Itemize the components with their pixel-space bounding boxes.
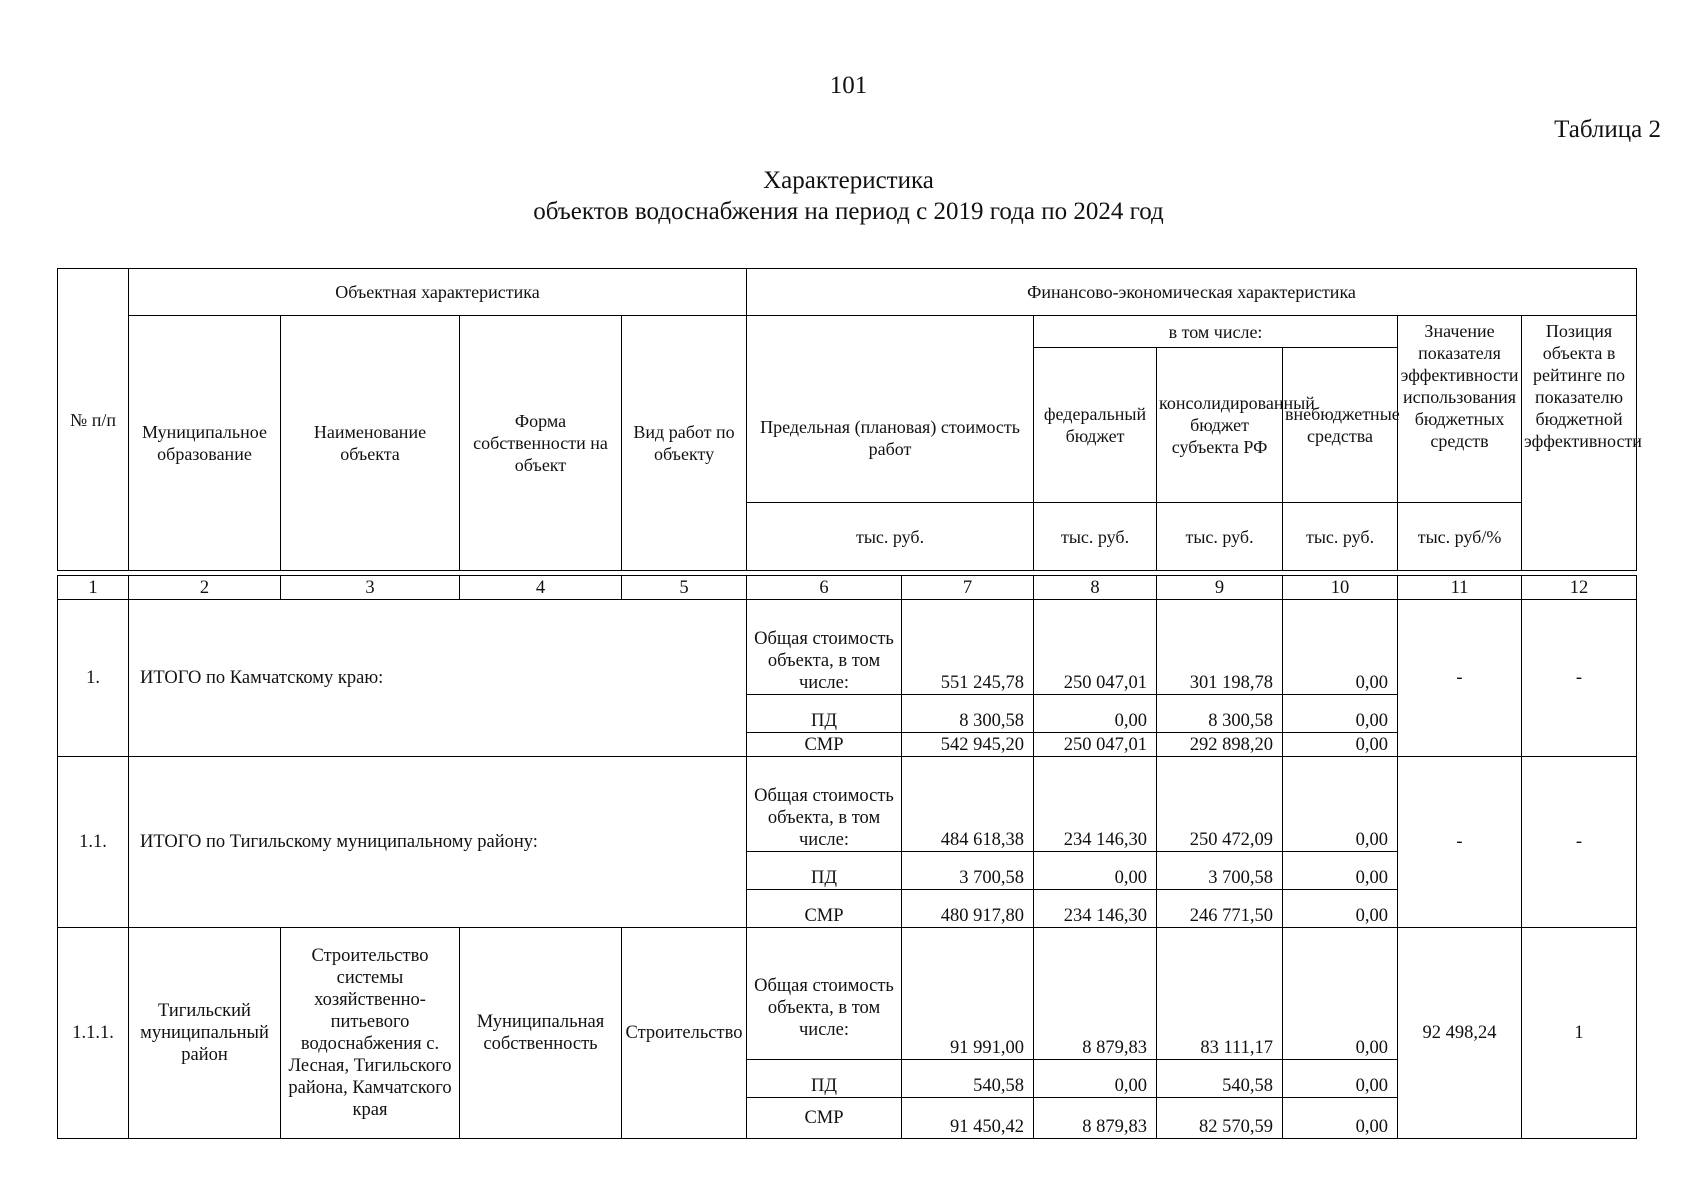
page-number: 101	[829, 72, 868, 99]
cost-extrabudget: 0,00	[1283, 695, 1398, 733]
cost-federal: 0,00	[1034, 695, 1157, 733]
col-number: 1	[58, 576, 129, 600]
cost-label: Общая стоимость объекта, в том числе:	[747, 757, 902, 852]
cost-extrabudget: 0,00	[1283, 890, 1398, 928]
cost-federal: 8 879,83	[1034, 1098, 1157, 1139]
cost-consolidated: 8 300,58	[1157, 695, 1283, 733]
header-finance-group: Финансово-экономическая характеристика	[747, 269, 1637, 316]
col-number: 11	[1398, 576, 1522, 600]
col-number: 8	[1034, 576, 1157, 600]
cost-total: 8 300,58	[902, 695, 1034, 733]
col-number: 9	[1157, 576, 1283, 600]
document-title	[0, 165, 1697, 227]
object-municipality: Тигильский муниципальный район	[129, 928, 281, 1139]
cost-federal: 234 146,30	[1034, 890, 1157, 928]
cost-label: СМР	[747, 1098, 902, 1139]
cost-total: 3 700,58	[902, 852, 1034, 890]
cost-extrabudget: 0,00	[1283, 1060, 1398, 1098]
col-number: 4	[460, 576, 622, 600]
cost-extrabudget: 0,00	[1283, 852, 1398, 890]
cost-extrabudget: 0,00	[1283, 600, 1398, 695]
table-row	[58, 600, 1637, 695]
efficiency-value: -	[1398, 757, 1522, 928]
cost-label: Общая стоимость объекта, в том числе:	[747, 928, 902, 1060]
col-number: 10	[1283, 576, 1398, 600]
cost-label: СМР	[747, 733, 902, 757]
section-title: ИТОГО по Камчатскому краю:	[129, 600, 747, 757]
cost-label: ПД	[747, 1060, 902, 1098]
cost-consolidated: 3 700,58	[1157, 852, 1283, 890]
cost-federal: 0,00	[1034, 852, 1157, 890]
table-body	[57, 575, 1637, 1139]
object-work-type: Строительство	[622, 928, 747, 1139]
header-unit-9: тыс. руб.	[1157, 503, 1283, 571]
rating-value: -	[1522, 600, 1637, 757]
object-ownership: Муниципальная собственность	[460, 928, 622, 1139]
cost-extrabudget: 0,00	[1283, 733, 1398, 757]
cost-label: Общая стоимость объекта, в том числе:	[747, 600, 902, 695]
header-efficiency: Значение показателя эффективности использования бюджетных средств	[1398, 316, 1522, 503]
table-row	[58, 928, 1637, 1060]
title-line-2: объектов водоснабжения на период с 2019 года по 2024 год	[533, 198, 1164, 225]
cost-total: 540,58	[902, 1060, 1034, 1098]
header-unit-8: тыс. руб.	[1034, 503, 1157, 571]
rating-value: -	[1522, 757, 1637, 928]
cost-label: ПД	[747, 695, 902, 733]
header-object-group: Объектная характеристика	[129, 269, 747, 316]
cost-label: ПД	[747, 852, 902, 890]
row-num: 1.1.	[58, 757, 129, 928]
cost-federal: 234 146,30	[1034, 757, 1157, 852]
cost-total: 91 991,00	[902, 928, 1034, 1060]
header-unit-10: тыс. руб.	[1283, 503, 1398, 571]
cost-total: 551 245,78	[902, 600, 1034, 695]
header-limit-cost: Предельная (плановая) стоимость работ	[747, 316, 1034, 503]
header-including: в том числе:	[1034, 316, 1398, 348]
table-row	[58, 757, 1637, 852]
cost-extrabudget: 0,00	[1283, 757, 1398, 852]
efficiency-value: -	[1398, 600, 1522, 757]
cost-extrabudget: 0,00	[1283, 1098, 1398, 1139]
title-line-1: Характеристика	[763, 167, 934, 194]
rating-value: 1	[1522, 928, 1637, 1139]
col-number: 12	[1522, 576, 1637, 600]
row-num: 1.	[58, 600, 129, 757]
header-unit-6: тыс. руб.	[747, 503, 1034, 571]
header-object-name: Наименование объекта	[281, 316, 460, 571]
header-num: № п/п	[58, 269, 129, 571]
header-unit-11: тыс. руб/%	[1398, 503, 1522, 571]
cost-consolidated: 301 198,78	[1157, 600, 1283, 695]
object-name: Строительство системы хозяйственно-питьевого водоснабжения с. Лесная, Тигильского района, Камчатского края	[281, 928, 460, 1139]
cost-federal: 250 047,01	[1034, 600, 1157, 695]
cost-federal: 0,00	[1034, 1060, 1157, 1098]
cost-total: 91 450,42	[902, 1098, 1034, 1139]
table-label: Таблица 2	[1554, 116, 1661, 143]
header-rating: Позиция объекта в рейтинге по показателю бюджетной эффективности	[1522, 316, 1637, 571]
cost-consolidated: 246 771,50	[1157, 890, 1283, 928]
cost-consolidated: 540,58	[1157, 1060, 1283, 1098]
col-number: 3	[281, 576, 460, 600]
col-number: 2	[129, 576, 281, 600]
cost-consolidated: 250 472,09	[1157, 757, 1283, 852]
section-title: ИТОГО по Тигильскому муниципальному району:	[129, 757, 747, 928]
cost-label: СМР	[747, 890, 902, 928]
header-consolidated: консолидированный бюджет субъекта РФ	[1157, 348, 1283, 503]
col-number: 5	[622, 576, 747, 600]
cost-total: 484 618,38	[902, 757, 1034, 852]
column-number-row	[58, 576, 1637, 600]
cost-extrabudget: 0,00	[1283, 928, 1398, 1060]
row-num: 1.1.1.	[58, 928, 129, 1139]
header-federal: федеральный бюджет	[1034, 348, 1157, 503]
cost-consolidated: 82 570,59	[1157, 1098, 1283, 1139]
cost-federal: 8 879,83	[1034, 928, 1157, 1060]
col-number: 7	[902, 576, 1034, 600]
col-number: 6	[747, 576, 902, 600]
cost-consolidated: 83 111,17	[1157, 928, 1283, 1060]
header-extrabudget: внебюджетные средства	[1283, 348, 1398, 503]
header-ownership: Форма собственности на объект	[460, 316, 622, 571]
cost-federal: 250 047,01	[1034, 733, 1157, 757]
cost-consolidated: 292 898,20	[1157, 733, 1283, 757]
header-municipality: Муниципальное образование	[129, 316, 281, 571]
table-header	[57, 268, 1642, 571]
cost-total: 480 917,80	[902, 890, 1034, 928]
cost-total: 542 945,20	[902, 733, 1034, 757]
header-work-type: Вид работ по объекту	[622, 316, 747, 571]
efficiency-value: 92 498,24	[1398, 928, 1522, 1139]
